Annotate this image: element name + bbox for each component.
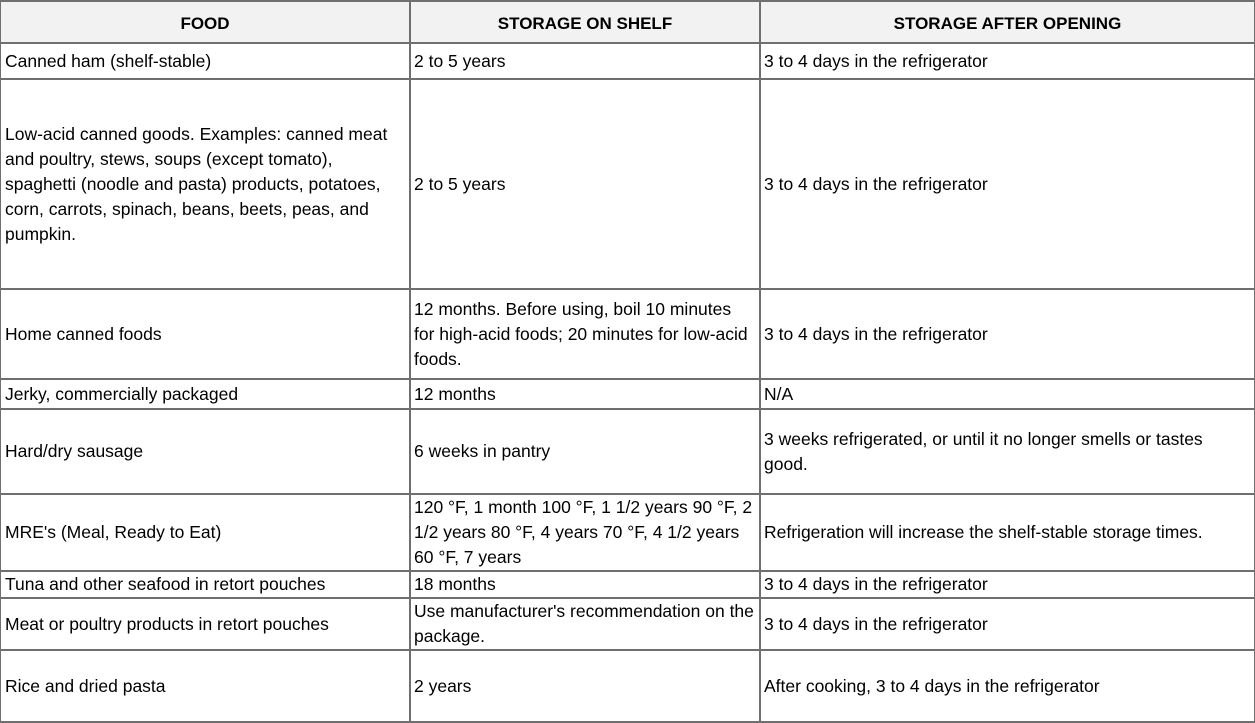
table-row (0, 289, 1255, 379)
opened-cell: N/A (760, 379, 1255, 409)
food-cell: Low-acid canned goods. Examples: canned meat and poultry, stews, soups (except tomato), spaghetti (noodle and pasta) products, potatoes, corn, carrots, spinach, beans, beets, peas, and pumpkin. (0, 79, 410, 289)
table-row (0, 598, 1255, 650)
table-row (0, 650, 1255, 722)
shelf-cell: 120 °F, 1 month 100 °F, 1 1/2 years 90 °F, 2 1/2 years 80 °F, 4 years 70 °F, 4 1/2 years 60 °F, 7 years (410, 494, 760, 571)
header-storage-on-shelf: STORAGE ON SHELF (410, 1, 760, 43)
shelf-cell: 6 weeks in pantry (410, 409, 760, 494)
food-cell: MRE's (Meal, Ready to Eat) (0, 494, 410, 571)
table-header-row (0, 1, 1255, 43)
table-row (0, 79, 1255, 289)
opened-cell: 3 to 4 days in the refrigerator (760, 43, 1255, 79)
opened-cell: 3 to 4 days in the refrigerator (760, 79, 1255, 289)
food-cell: Tuna and other seafood in retort pouches (0, 571, 410, 598)
food-cell: Home canned foods (0, 289, 410, 379)
opened-cell: 3 weeks refrigerated, or until it no longer smells or tastes good. (760, 409, 1255, 494)
shelf-cell: 2 to 5 years (410, 79, 760, 289)
shelf-cell: 18 months (410, 571, 760, 598)
table-row (0, 494, 1255, 571)
opened-cell: 3 to 4 days in the refrigerator (760, 571, 1255, 598)
food-cell: Rice and dried pasta (0, 650, 410, 722)
food-cell: Hard/dry sausage (0, 409, 410, 494)
opened-cell: Refrigeration will increase the shelf-stable storage times. (760, 494, 1255, 571)
table-row (0, 409, 1255, 494)
shelf-cell: 2 to 5 years (410, 43, 760, 79)
food-cell: Meat or poultry products in retort pouches (0, 598, 410, 650)
table-row (0, 379, 1255, 409)
table-row (0, 43, 1255, 79)
shelf-cell: 2 years (410, 650, 760, 722)
opened-cell: 3 to 4 days in the refrigerator (760, 289, 1255, 379)
food-cell: Canned ham (shelf-stable) (0, 43, 410, 79)
opened-cell: After cooking, 3 to 4 days in the refrigerator (760, 650, 1255, 722)
header-food: FOOD (0, 1, 410, 43)
shelf-cell: 12 months (410, 379, 760, 409)
shelf-cell: Use manufacturer's recommendation on the package. (410, 598, 760, 650)
shelf-cell: 12 months. Before using, boil 10 minutes for high-acid foods; 20 minutes for low-acid foods. (410, 289, 760, 379)
table-row (0, 571, 1255, 598)
header-storage-after-opening: STORAGE AFTER OPENING (760, 1, 1255, 43)
food-cell: Jerky, commercially packaged (0, 379, 410, 409)
opened-cell: 3 to 4 days in the refrigerator (760, 598, 1255, 650)
